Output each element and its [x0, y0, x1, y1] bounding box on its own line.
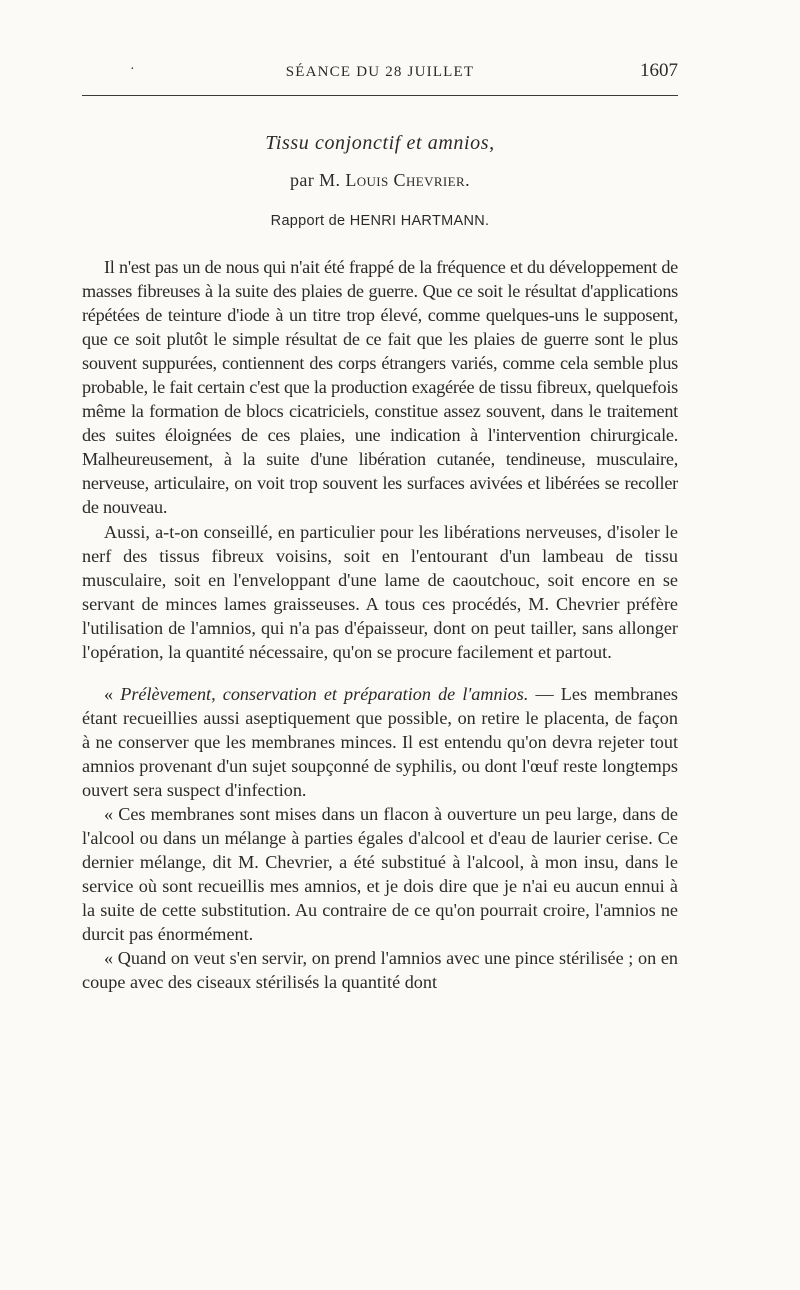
running-header — [82, 58, 678, 86]
paragraph-2: Aussi, a-t-on conseillé, en particulier pour les libérations nerveuses, d'isoler le nerf des tissus fibreux voisins, soit en l'entourant d'un lambeau de tissu musculaire, soit en l'enveloppant d'une lame de caoutchouc, soit encore en se servant de minces lames graisseuses. A tous ces procédés, M. Chevrier préfère l'utilisation de l'amnios, qui n'a pas d'épaisseur, dont on peut tailler, sans allonger l'opération, la quantité nécessaire, qu'on se procure facilement et partout. — [82, 521, 678, 662]
paragraph-1: Il n'est pas un de nous qui n'ait été frappé de la fréquence et du développement de masses fibreuses à la suite des plaies de guerre. Que ce soit le résultat d'applications répétées de teinture d'iode à un titre trop élevé, comme quelques-uns le supposent, que ce soit plutôt le simple résultat de ce fait que les plaies de guerre sont le plus souvent suppurées, contiennent des corps étrangers variés, comme cela semble plus probable, le fait certain c'est que la production exagérée de tissu fibreux, quelquefois même la formation de blocs cicatriciels, constitue assez souvent, dans le traitement des suites éloignées de ces plaies, une indication à l'intervention chirurgicale. Malheureusement, à la suite d'une libération cutanée, tendineuse, musculaire, nerveuse, articulaire, on voit trop souvent les surfaces avivées et libérées se recoller de nouveau. — [82, 257, 678, 518]
reporter-name: HENRI HARTMANN. — [349, 213, 490, 229]
report-prefix: Rapport de — [270, 213, 350, 229]
byline-prefix: par M. — [290, 170, 346, 190]
paragraph-5: « Quand on veut s'en servir, on prend l'amnios avec une pince stérilisée ; on en coupe avec des ciseaux stérilisés la quantité dont — [82, 948, 678, 993]
section-heading: Prélèvement, conservation et préparation de l'amnios. — [120, 683, 529, 704]
quote-open: « — [104, 683, 121, 704]
article-title: Tissu conjonctif et amnios, — [265, 132, 495, 154]
header-marker: · — [130, 62, 135, 77]
running-title: SÉANCE DU 28 JUILLET — [285, 64, 475, 80]
paragraph-4: « Ces membranes sont mises dans un flacon à ouverture un peu large, dans de l'alcool ou dans un mélange à parties égales d'alcool et d'eau de laurier cerise. Ce dernier mélange, dit M. Chevrier, a été substitué à l'alcool, à mon insu, dans le service où sont recueillis mes amnios, et je dois dire que je n'ai eu aucun ennui à la suite de cette substitution. Au contraire de ce qu'on pourrait croire, l'amnios ne durcit pas énormément. — [82, 804, 678, 945]
report-line — [82, 213, 678, 229]
header-rule — [82, 95, 678, 96]
paragraph-3-text: — Les membranes étant recueillies aussi aseptiquement que possible, on retire le placenta, de façon à ne conserver que les membranes minces. Il est entendu qu'on devra rejeter tout amnios provenant d'un sujet soupçonné de syphilis, ou dont l'œuf reste longtemps ouvert sera suspect d'infection. — [82, 683, 679, 800]
article-byline — [82, 170, 678, 191]
page-number: 1607 — [640, 60, 678, 81]
author-name: Louis Chevrier. — [345, 170, 470, 190]
article-body — [82, 255, 678, 994]
paragraph-3 — [82, 682, 678, 802]
